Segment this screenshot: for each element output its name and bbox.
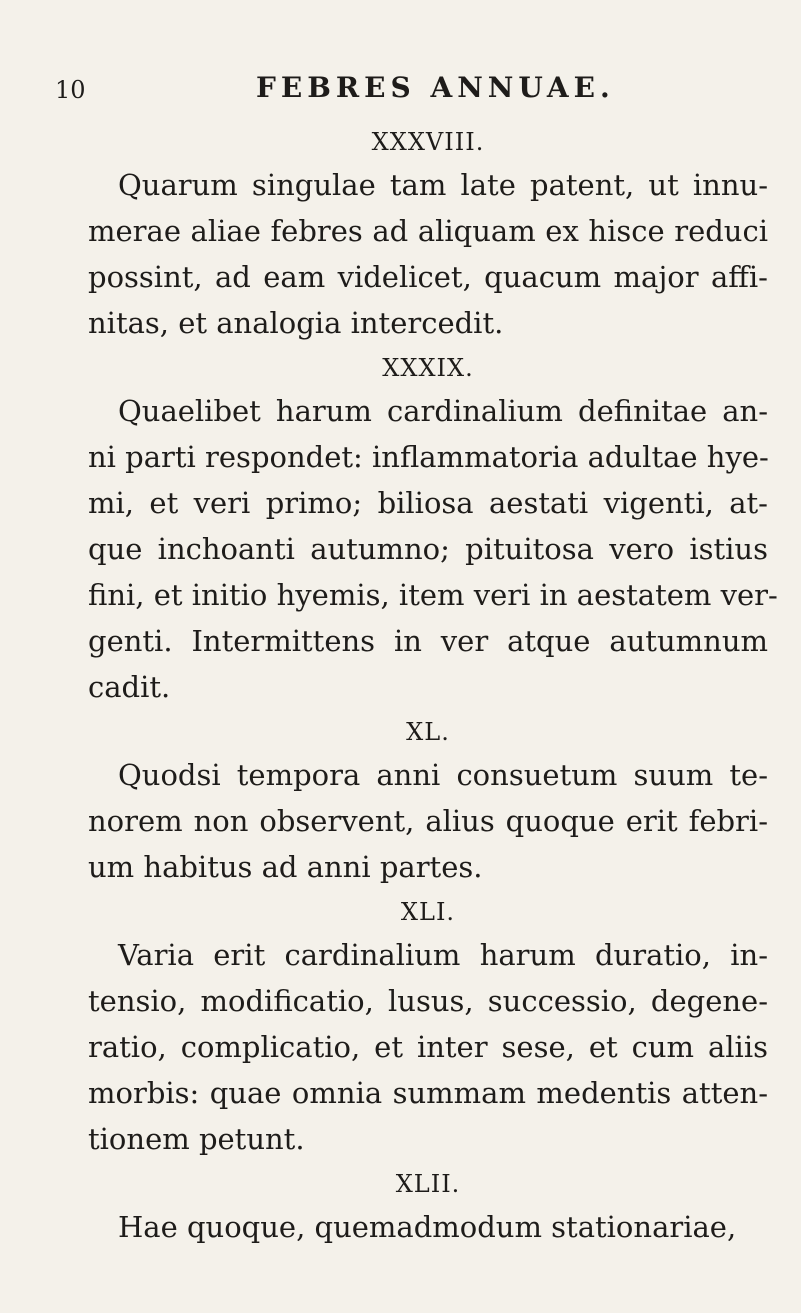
text-line: nitas, et analogia intercedit. bbox=[88, 306, 504, 340]
text-line: morbis: quae omnia summam medentis atten- bbox=[88, 1076, 768, 1110]
text-line: merae aliae febres ad aliquam ex hisce reduci bbox=[88, 214, 768, 248]
section-heading: XL. bbox=[406, 718, 450, 746]
text-line: Varia erit cardinalium harum duratio, in- bbox=[118, 938, 768, 972]
text-line: Quarum singulae tam late patent, ut innu- bbox=[118, 168, 768, 202]
text-line: Hae quoque, quemadmodum stationariae, bbox=[118, 1210, 737, 1244]
text-line: Quaelibet harum cardinalium definitae an- bbox=[118, 394, 768, 428]
text-line: Quodsi tempora anni consuetum suum te- bbox=[118, 758, 768, 792]
section-heading: XXXIX. bbox=[382, 354, 474, 382]
text-line: tensio, modificatio, lusus, successio, degene- bbox=[88, 984, 768, 1018]
section-xl bbox=[88, 710, 768, 890]
text-line: que inchoanti autumno; pituitosa vero istius bbox=[88, 532, 768, 566]
section-heading: XLII. bbox=[395, 1170, 461, 1198]
page-header bbox=[0, 58, 801, 108]
text-line: mi, et veri primo; biliosa aestati vigenti, at- bbox=[88, 486, 768, 520]
text-line: genti. Intermittens in ver atque autumnum bbox=[88, 624, 768, 658]
running-title: FEBRES ANNUAE. bbox=[256, 71, 615, 104]
section-xxxviii bbox=[88, 120, 768, 346]
text-line: ni parti respondet: inflammatoria adultae hye- bbox=[88, 440, 769, 474]
text-line: um habitus ad anni partes. bbox=[88, 850, 483, 884]
page-number: 10 bbox=[55, 76, 86, 104]
section-heading: XXXVIII. bbox=[371, 128, 485, 156]
text-line: tionem petunt. bbox=[88, 1122, 305, 1156]
section-heading: XLI. bbox=[400, 898, 456, 926]
text-line: possint, ad eam videlicet, quacum major affi- bbox=[88, 260, 768, 294]
section-xli bbox=[88, 890, 768, 1162]
text-line: cadit. bbox=[88, 670, 171, 704]
text-line: fini, et initio hyemis, item veri in aestatem ver- bbox=[88, 578, 778, 612]
section-xlii bbox=[88, 1162, 768, 1250]
text-line: ratio, complicatio, et inter sese, et cum aliis bbox=[88, 1030, 768, 1064]
section-xxxix bbox=[88, 346, 778, 710]
text-line: norem non observent, alius quoque erit febri- bbox=[88, 804, 768, 838]
page-body bbox=[88, 120, 778, 1250]
